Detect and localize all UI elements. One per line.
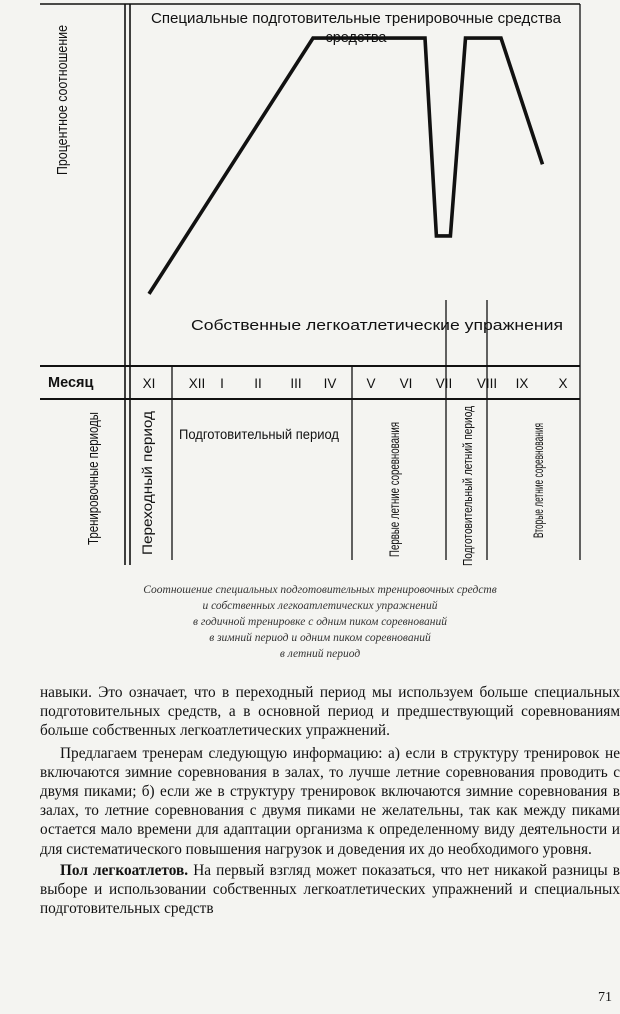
paragraph-2: Предлагаем тренерам следующую информацию: а) если в структуру тренировок не включаются зимние соревнования в залах, то лучше летние соревнования проводить с двумя пиками; б) если же в структуру тренировок включаются зимние соревнования в залах, то летние соревнования с двумя пиками не желательны, так как между пиками остается мало времени для адаптации организма к определенному виду деятельности и для систематического повышения нагрузок и доведения их до необходимого уровня. (40, 744, 620, 858)
month-label-IV: IV (323, 376, 337, 391)
body-text (40, 683, 620, 918)
caption-line: в годичной тренировке с одним пиком соревнований (192, 616, 448, 628)
month-label-VIII: VIII (476, 376, 498, 391)
period-transition: Переходный период (140, 427, 155, 555)
period-first-summer: Первые летние соревнования (387, 368, 402, 557)
chart-title: Специальные подготовительные тренировочные средства (151, 11, 562, 27)
paragraph-3 (40, 861, 620, 919)
month-label-V: V (366, 376, 376, 391)
month-label-IX: IX (515, 376, 529, 391)
paragraph-3-text: На первый взгляд может показаться, что нет никакой разницы в выборе и использовании собственных легкоатлетических упражнений и специальных подготовительных средств (40, 861, 620, 918)
month-label-VII: VII (435, 376, 453, 391)
page-number: 71 (598, 990, 612, 1005)
caption-line: в летний период (279, 648, 361, 660)
month-row-label: Месяц (48, 375, 94, 391)
period-second-summer: Вторые летние соревнования (531, 351, 546, 538)
period-summer-preparatory: Подготовительный летний период (460, 360, 475, 566)
period-preparatory: Подготовительный период (179, 426, 339, 442)
paragraph-1: навыки. Это означает, что в переходный период мы используем больше специальных подготовительных средств, а в основной период и предшествующий соревнованиям больше собственных легкоатлетических упражнений. (40, 684, 620, 740)
paragraph-3-heading: Пол легкоатлетов. (60, 861, 189, 879)
caption-line: и собственных легкоатлетических упражнений (202, 600, 438, 612)
month-label-XI: XI (142, 376, 156, 391)
month-label-I: I (220, 376, 224, 391)
periods-row-label: Тренировочные периоды (86, 376, 102, 545)
month-label-XII: XII (188, 376, 206, 391)
caption-line: в зимний период и одним пиком соревнований (209, 632, 431, 644)
month-label-X: X (558, 376, 568, 391)
bottom-series-label: Собственные легкоатлетические упражнения (191, 318, 563, 334)
month-label-II: II (254, 376, 262, 391)
month-label-VI: VI (399, 376, 413, 391)
caption (40, 582, 600, 662)
chart-title-line2: средства (325, 30, 387, 46)
month-label-III: III (290, 376, 302, 391)
special-means-series-line (149, 38, 543, 294)
caption-line: Соотношение специальных подготовительных тренировочных средств (143, 584, 497, 596)
y-axis-label: Процентное соотношение (55, 0, 71, 175)
